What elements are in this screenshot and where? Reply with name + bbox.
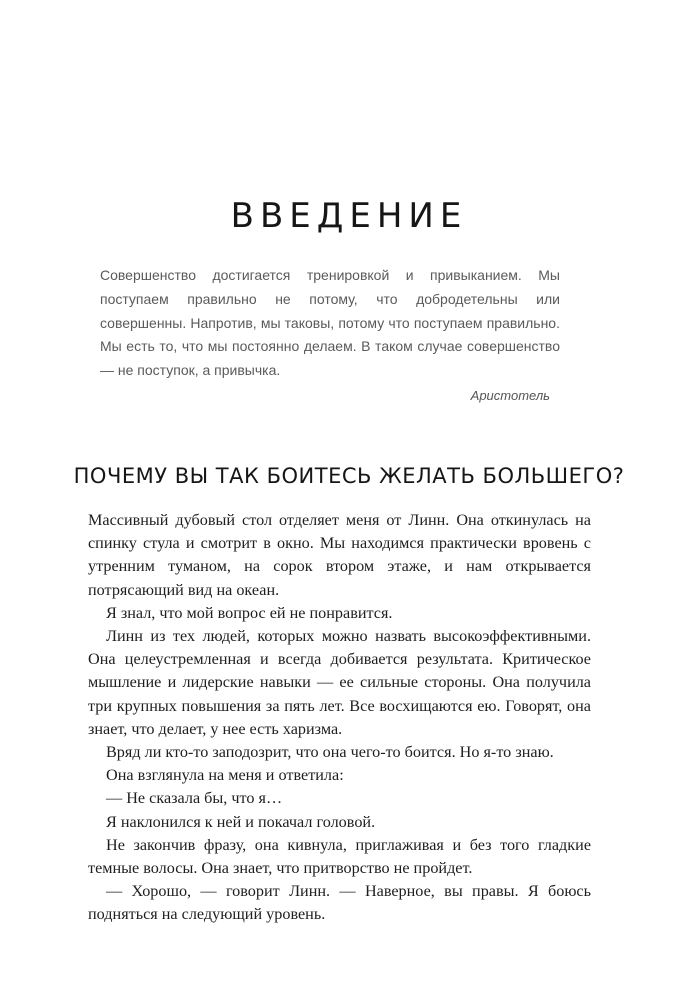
chapter-title: ВВЕДЕНИЕ <box>230 196 468 236</box>
dialogue-line: — Не сказала бы, что я… <box>106 789 283 808</box>
body-text <box>88 509 591 927</box>
section-heading: ПОЧЕМУ ВЫ ТАК БОИТЕСЬ ЖЕЛАТЬ БОЛЬШЕГО? <box>73 464 625 488</box>
dialogue-line: — Хорошо, — говорит Линн. — Наверное, вы правы. Я боюсь подняться на следующий уровень. <box>88 882 591 924</box>
paragraph: Массивный дубовый стол отделяет меня от Линн. Она откинулась на спинку стула и смотрит в окно. Мы находимся практически вровень с утренним туманом, на сорок втором этаже, и нам открывается потрясающий вид на океан. <box>88 511 591 599</box>
paragraph: Не закончив фразу, она кивнула, приглаживая и без того гладкие темные волосы. Она знает, что притворство не пройдет. <box>88 835 591 878</box>
epigraph-quote: Совершенство достигается тренировкой и привыканием. Мы поступаем правильно не потому, что добродетельны или совершенны. Напротив, мы таковы, потому что поступаем правильно. Мы есть то, что мы постоянно делаем. В таком случае совершенство — не поступок, а привычка. <box>100 267 560 379</box>
paragraph: Она взглянула на меня и ответила: <box>106 766 344 785</box>
paragraph: Я знал, что мой вопрос ей не понравится. <box>106 603 393 622</box>
paragraph: Вряд ли кто-то заподозрит, что она чего-то боится. Но я-то знаю. <box>106 743 554 762</box>
epigraph-author: Аристотель <box>470 388 550 403</box>
paragraph: Я наклонился к ней и покачал головой. <box>106 812 376 831</box>
paragraph: Линн из тех людей, которых можно назвать высокоэффективными. Она целеустремленная и всегда добивается результата. Критическое мышление и лидерские навыки — ее сильные стороны. Она получила три крупных повышения за пять лет. Все восхищаются ею. Говорят, она знает, что делает, у нее есть харизма. <box>88 627 591 738</box>
